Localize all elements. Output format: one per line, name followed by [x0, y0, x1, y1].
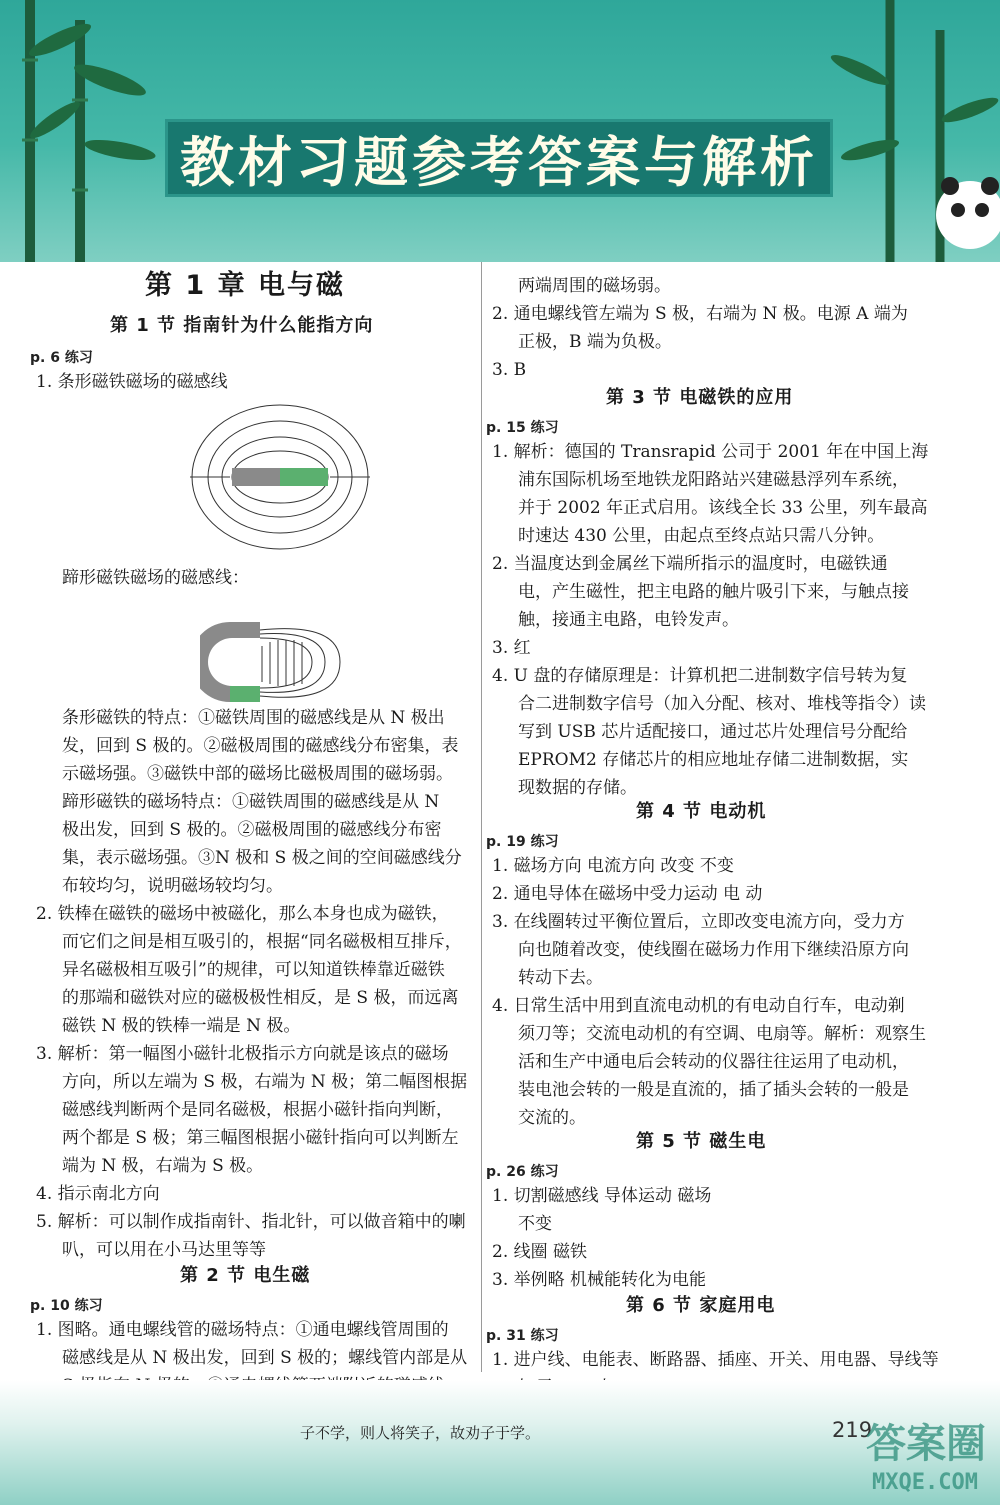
text-line: 向也随着改变，使线圈在磁场力作用下继续沿原方向: [518, 940, 909, 960]
text-line: 2. 线圈 磁铁: [492, 1242, 588, 1262]
text-line: 布较均匀，说明磁场较均匀。: [62, 876, 283, 896]
text-line: 4. 日常生活中用到直流电动机的有电动自行车，电动剃: [492, 996, 905, 1016]
text-line: 叭，可以用在小马达里等等: [62, 1240, 266, 1260]
chapter-heading: 第 1 章 电与磁: [145, 270, 345, 301]
text-line: 写到 USB 芯片适配接口，通过芯片处理信号分配给: [518, 722, 908, 742]
text-line: 两端周围的磁场弱。: [518, 276, 671, 296]
text-line: 端为 N 极，右端为 S 极。: [62, 1156, 264, 1176]
section-heading: 第 4 节 电动机: [636, 801, 767, 822]
exercise-label: p. 26 练习: [486, 1164, 559, 1180]
text-line: 而它们之间是相互吸引的，根据“同名磁极相互排斥，: [62, 932, 462, 952]
horseshoe-magnet-field-figure: [200, 612, 360, 712]
header-banner: [0, 0, 1000, 262]
footer-motto: 子不学，则人将笑子，故劝子于学。: [300, 1424, 541, 1442]
text-line: 装电池会转的一般是直流的，插了插头会转的一般是: [518, 1080, 909, 1100]
text-line: 并于 2002 年正式启用。该线全长 33 公里，列车最高: [518, 498, 928, 518]
title-box: [168, 122, 830, 194]
text-line: 3. 举例略 机械能转化为电能: [492, 1270, 707, 1290]
text-line: 交流的。: [518, 1108, 586, 1128]
exercise-label: p. 10 练习: [30, 1298, 103, 1314]
text-line: 触，接通主电路，电铃发声。: [518, 610, 739, 630]
text-line: 1. 进户线、电能表、断路器、插座、开关、用电器、导线等: [492, 1350, 939, 1370]
text-line: 3. B: [492, 360, 527, 380]
text-line: 时速达 430 公里，由起点至终点站只需八分钟。: [518, 526, 885, 546]
exercise-label: p. 31 练习: [486, 1328, 559, 1344]
text-line: 1. 条形磁铁磁场的磁感线: [36, 372, 228, 392]
text-line: 示磁场强。③磁铁中部的磁场比磁极周围的磁场弱。: [62, 764, 453, 784]
text-line: 集，表示磁场强。③N 极和 S 极之间的空间磁感线分: [62, 848, 462, 868]
text-line: 3. 在线圈转过平衡位置后，立即改变电流方向，受力方: [492, 912, 905, 932]
text-line: 异名磁极相互吸引”的规律，可以知道铁棒靠近磁铁: [62, 960, 445, 980]
text-line: 磁感线是从 N 极出发，回到 S 极的；螺线管内部是从: [62, 1348, 468, 1368]
text-line: 2. 当温度达到金属丝下端所指示的温度时，电磁铁通: [492, 554, 888, 574]
bamboo-left-icon: [0, 0, 170, 262]
bamboo-panda-right-icon: [830, 0, 1000, 262]
text-line: 须刀等；交流电动机的有空调、电扇等。解析：观察生: [518, 1024, 926, 1044]
text-line: 2. 通电螺线管左端为 S 极，右端为 N 极。电源 A 端为: [492, 304, 908, 324]
text-line: EPROM2 存储芯片的相应地址存储二进制数据，实: [518, 750, 909, 770]
text-line: 1. 解析：德国的 Transrapid 公司于 2001 年在中国上海: [492, 442, 929, 462]
text-line: 活和生产中通电后会转动的仪器往往运用了电动机，: [518, 1052, 909, 1072]
text-line: 的那端和磁铁对应的磁极极性相反，是 S 极，而远离: [62, 988, 459, 1008]
text-line: 电，产生磁性，把主电路的触片吸引下来，与触点接: [518, 582, 909, 602]
text-line: 浦东国际机场至地铁龙阳路站兴建磁悬浮列车系统，: [518, 470, 909, 490]
exercise-label: p. 19 练习: [486, 834, 559, 850]
text-line: 蹄形磁铁磁场的磁感线：: [62, 568, 249, 588]
text-line: 4. U 盘的存储原理是：计算机把二进制数字信号转为复: [492, 666, 908, 686]
text-line: 蹄形磁铁的磁场特点：①磁铁周围的磁感线是从 N: [62, 792, 440, 812]
text-line: 两个都是 S 极；第三幅图根据小磁针指向可以判断左: [62, 1128, 459, 1148]
text-line: 合二进制数字信号（加入分配、核对、堆栈等指令）读: [518, 694, 926, 714]
text-line: 条形磁铁的特点：①磁铁周围的磁感线是从 N 极出: [62, 708, 445, 728]
watermark-logo: 答案圈: [866, 1421, 986, 1467]
text-line: 5. 解析：可以制作成指南针、指北针，可以做音箱中的喇: [36, 1212, 466, 1232]
text-line: 3. 红: [492, 638, 531, 658]
page-number: 219: [832, 1418, 873, 1442]
section-heading: 第 2 节 电生磁: [180, 1265, 311, 1286]
watermark-url: MXQE.COM: [872, 1470, 978, 1495]
text-line: 极出发，回到 S 极的。②磁极周围的磁感线分布密: [62, 820, 442, 840]
section-heading: 第 6 节 家庭用电: [626, 1295, 776, 1316]
page-title: 教材习题参考答案与解析: [180, 130, 818, 194]
text-line: 不变: [518, 1214, 552, 1234]
text-line: 方向，所以左端为 S 极，右端为 N 极；第二幅图根据: [62, 1072, 468, 1092]
text-line: 1. 磁场方向 电流方向 改变 不变: [492, 856, 734, 876]
text-line: 1. 图略。通电螺线管的磁场特点：①通电螺线管周围的: [36, 1320, 449, 1340]
text-line: 现数据的存储。: [518, 778, 637, 798]
text-line: 4. 指示南北方向: [36, 1184, 160, 1204]
text-line: 1. 切割磁感线 导体运动 磁场: [492, 1186, 712, 1206]
section-heading: 第 3 节 电磁铁的应用: [606, 387, 794, 408]
exercise-label: p. 15 练习: [486, 420, 559, 436]
text-line: 2. 铁棒在磁铁的磁场中被磁化，那么本身也成为磁铁，: [36, 904, 449, 924]
column-divider: [481, 262, 482, 1372]
text-line: 3. 解析：第一幅图小磁针北极指示方向就是该点的磁场: [36, 1044, 449, 1064]
section-heading: 第 5 节 磁生电: [636, 1131, 767, 1152]
bar-magnet-field-figure: [190, 402, 370, 552]
text-line: 2. 通电导体在磁场中受力运动 电 动: [492, 884, 763, 904]
text-line: 转动下去。: [518, 968, 603, 988]
section-heading: 第 1 节 指南针为什么能指方向: [110, 315, 374, 336]
text-line: 发，回到 S 极的。②磁极周围的磁感线分布密集，表: [62, 736, 459, 756]
exercise-label: p. 6 练习: [30, 350, 93, 366]
text-line: 磁铁 N 极的铁棒一端是 N 极。: [62, 1016, 301, 1036]
text-line: 磁感线判断两个是同名磁极，根据小磁针指向判断，: [62, 1100, 453, 1120]
text-line: 正极，B 端为负极。: [518, 332, 672, 352]
